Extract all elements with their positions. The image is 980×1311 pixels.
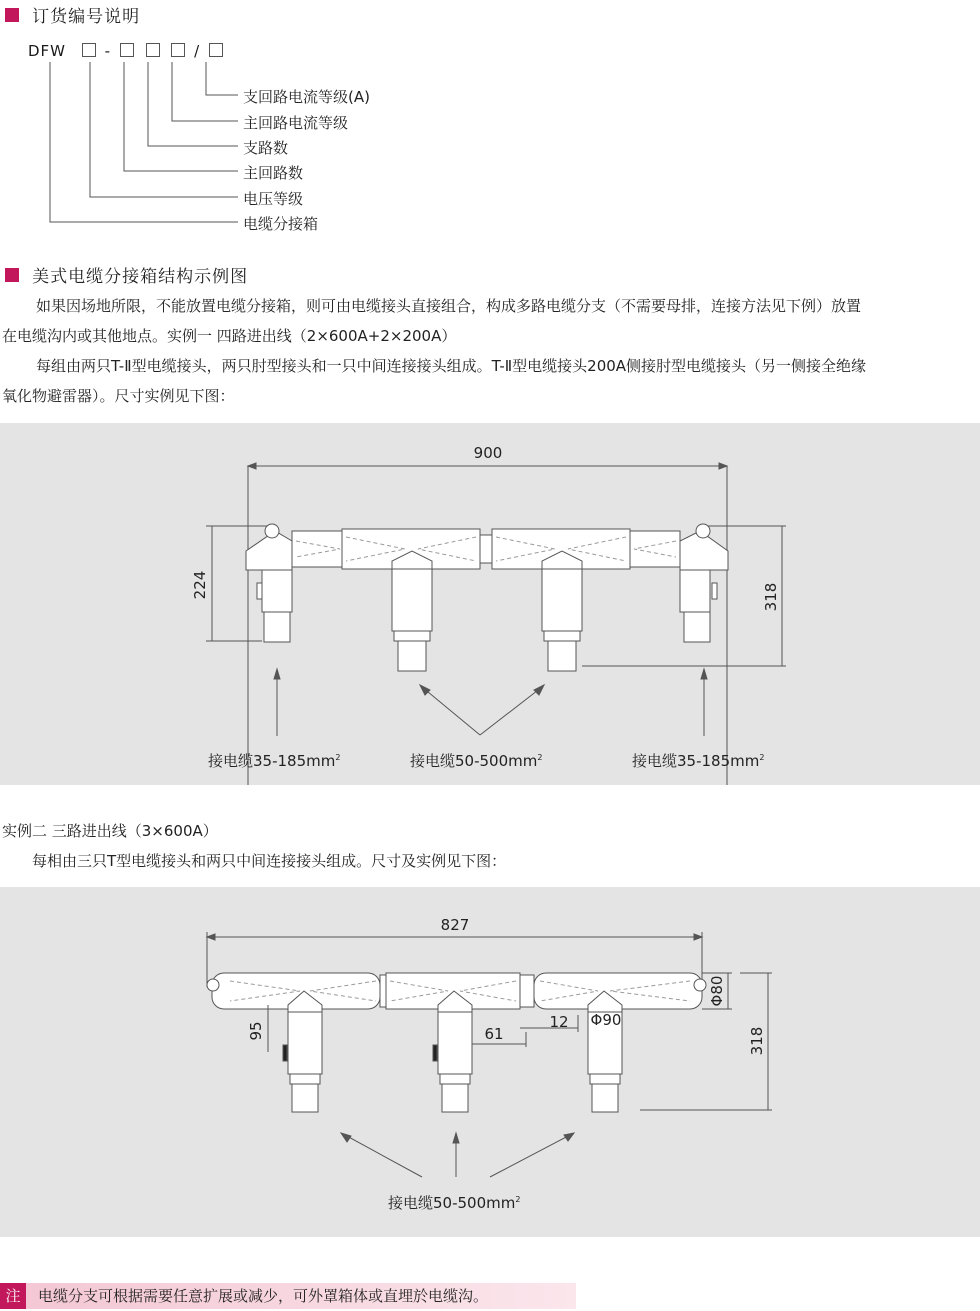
dim-900-label: 900	[473, 444, 503, 462]
code-prefix: DFW	[28, 42, 67, 60]
dim-318-label: 318	[762, 582, 780, 612]
cable-label-right	[632, 750, 764, 771]
order-label-main-count: 主回路数	[243, 164, 304, 182]
cable-label-mid-sup: 2	[537, 753, 543, 762]
example-2-desc: 每相由三只T型电缆接头和两只中间连接接头组成。尺寸及实例见下图：	[32, 852, 507, 870]
code-slash: /	[194, 42, 201, 60]
cable-label-mid-text: 接电缆50-500mm	[410, 752, 538, 770]
cable-label-left	[208, 750, 340, 771]
struct-section-title: 美式电缆分接箱结构示例图	[32, 267, 249, 287]
dim-phi80-label: Φ80	[708, 975, 726, 1007]
order-label-main-current: 主回路电流等级	[243, 114, 349, 132]
diagram-2-cable-label-text: 接电缆50-500mm	[388, 1194, 516, 1212]
dim-phi90-label: Φ90	[590, 1011, 622, 1029]
cable-label-left-sup: 2	[335, 753, 341, 762]
note-tag: 注	[0, 1283, 26, 1309]
order-label-voltage: 电压等级	[243, 190, 304, 208]
order-label-box: 电缆分接箱	[243, 215, 319, 233]
struct-section-header	[5, 262, 248, 287]
diagram-2-panel	[0, 887, 980, 1237]
cable-label-right-text: 接电缆35-185mm	[632, 752, 760, 770]
note-bar	[0, 1283, 576, 1309]
cable-label-mid	[410, 750, 542, 771]
struct-paragraph-4: 氧化物避雷器）。尺寸实例见下图：	[2, 387, 235, 405]
struct-paragraph-3: 每组由两只T-Ⅱ型电缆接头，两只肘型接头和一只中间连接接头组成。T-Ⅱ型电缆接头200A侧接肘型电缆接头（另一侧接全绝缘	[36, 357, 867, 375]
struct-paragraph-2: 在电缆沟内或其他地点。实例一 四路进出线（2×600A+2×200A）	[2, 327, 457, 345]
dim-827-label: 827	[440, 916, 470, 934]
dim-95-label: 95	[247, 1021, 265, 1041]
order-section-title: 订货编号说明	[32, 7, 141, 27]
dim-318-label: 318	[748, 1026, 766, 1056]
diagram-2-drawing	[0, 887, 980, 1237]
cable-label-left-text: 接电缆35-185mm	[208, 752, 336, 770]
example-2-title: 实例二 三路进出线（3×600A）	[2, 822, 218, 840]
diagram-1-drawing	[0, 423, 980, 785]
order-label-branch-current: 支回路电流等级(A)	[243, 88, 370, 106]
diagram-2-cable-label-sup: 2	[515, 1195, 521, 1204]
dim-224-label: 224	[191, 570, 209, 600]
dim-61-label: 61	[484, 1025, 504, 1043]
dim-12-label: 12	[549, 1013, 569, 1031]
note-text: 电缆分支可根据需要任意扩展或减少，可外罩箱体或直埋於电缆沟。	[38, 1287, 489, 1305]
cable-label-right-sup: 2	[759, 753, 765, 762]
struct-paragraph-1: 如果因场地所限，不能放置电缆分接箱，则可由电缆接头直接组合，构成多路电缆分支（不需要母排，连接方法见下例）放置	[36, 297, 862, 315]
code-dash: -	[104, 42, 111, 60]
diagram-2-cable-label	[388, 1192, 520, 1213]
diagram-1-panel	[0, 423, 980, 785]
section-marker-icon	[5, 268, 19, 282]
order-code-leader-lines	[0, 0, 980, 240]
order-label-branch-count: 支路数	[243, 139, 289, 157]
